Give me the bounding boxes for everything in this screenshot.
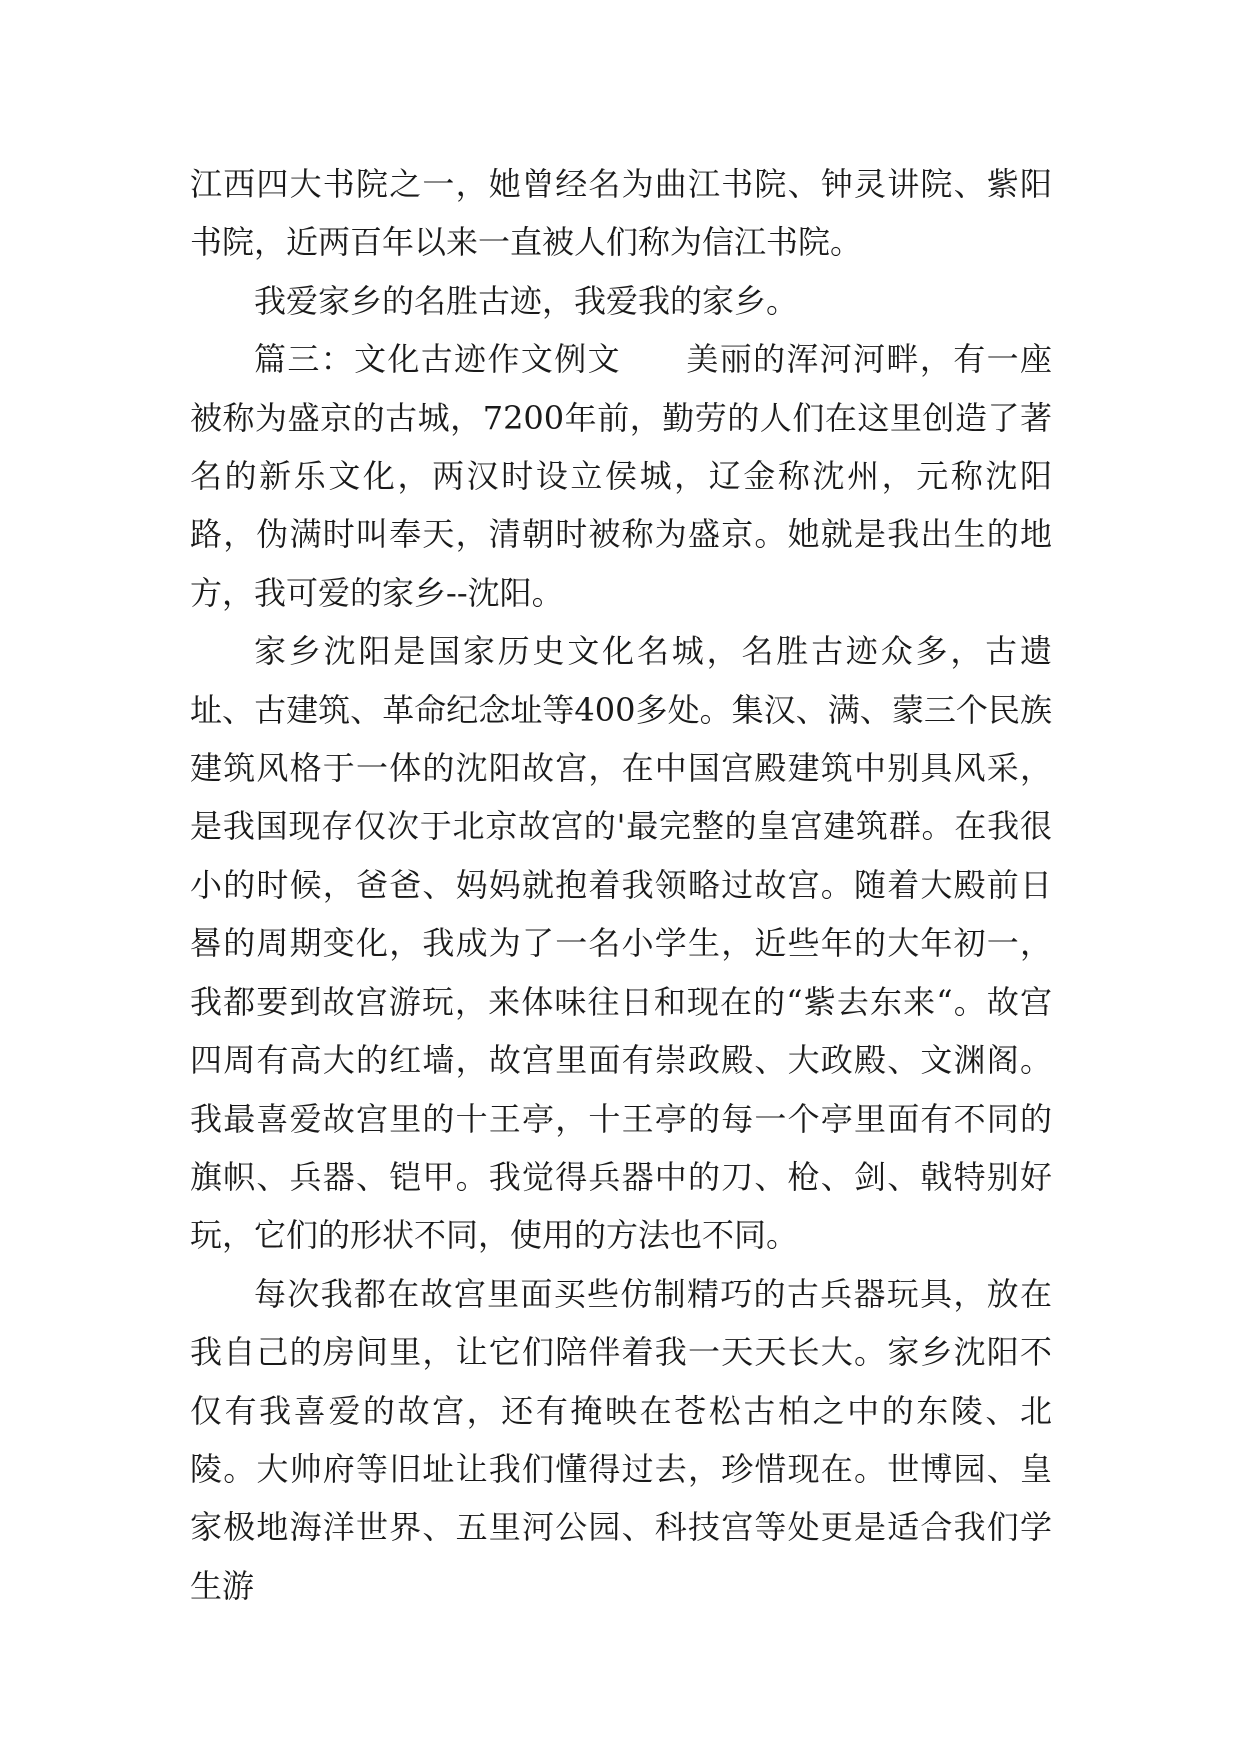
section-heading: 篇三：文化古迹作文例文 <box>254 340 621 379</box>
paragraph-3 <box>190 330 1052 622</box>
paragraph-1: 江西四大书院之一，她曾经名为曲江书院、钟灵讲院、紫阳书院，近两百年以来一直被人们称为信江书院。 <box>190 165 1052 262</box>
paragraph-5: 每次我都在故宫里面买些仿制精巧的古兵器玩具，放在我自己的房间里，让它们陪伴着我一天天长大。家乡沈阳不仅有我喜爱的故宫，还有掩映在苍松古柏之中的东陵、北陵。大帅府等旧址让我们懂得过去，珍惜现在。世博园、皇家极地海洋世界、五里河公园、科技宫等处更是适合我们学生游 <box>190 1274 1052 1605</box>
paragraph-2: 我爱家乡的名胜古迹，我爱我的家乡。 <box>254 281 799 320</box>
paragraph-3-text: 美丽的浑河河畔，有一座被称为盛京的古城，7200年前，勤劳的人们在这里创造了著名的新乐文化，两汉时设立侯城，辽金称沈州，元称沈阳路，伪满时叫奉天，清朝时被称为盛京。她就是我出生的地方，我可爱的家乡--沈阳。 <box>190 340 1052 612</box>
document-body <box>190 155 1052 1615</box>
paragraph-4: 家乡沈阳是国家历史文化名城，名胜古迹众多，古遗址、古建筑、革命纪念址等400多处。集汉、满、蒙三个民族建筑风格于一体的沈阳故宫，在中国宫殿建筑中别具风采，是我国现存仅次于北京故宫的'最完整的皇宫建筑群。在我很小的时候，爸爸、妈妈就抱着我领略过故宫。随着大殿前日晷的周期变化，我成为了一名小学生，近些年的大年初一，我都要到故宫游玩，来体味往日和现在的“紫去东来“。故宫四周有高大的红墙，故宫里面有崇政殿、大政殿、文渊阁。我最喜爱故宫里的十王亭，十王亭的每一个亭里面有不同的旗帜、兵器、铠甲。我觉得兵器中的刀、枪、剑、戟特别好玩，它们的形状不同，使用的方法也不同。 <box>190 632 1052 1255</box>
